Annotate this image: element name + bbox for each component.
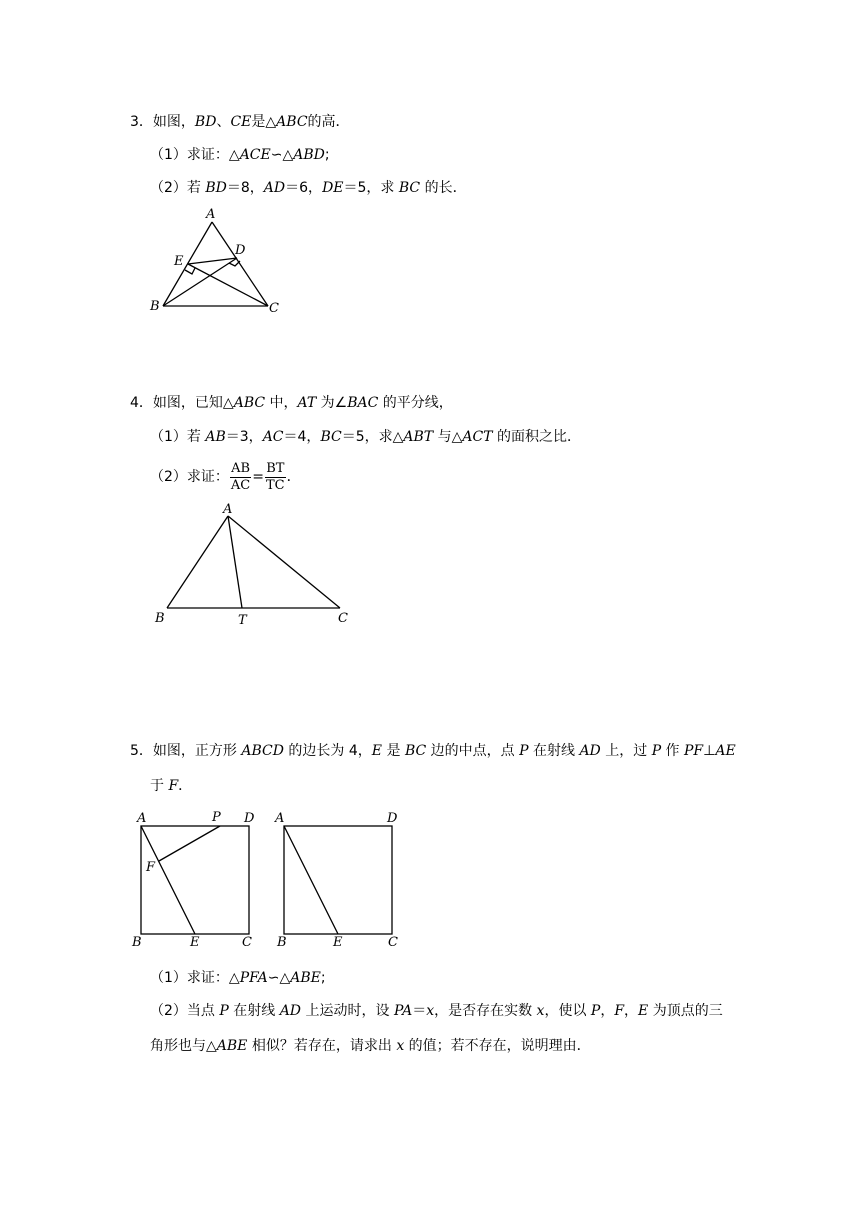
q5-fig1-label-a: A — [137, 811, 147, 826]
q4-label-t: T — [238, 613, 247, 628]
q4-stem: 4．如图，已知△ABC 中，AT 为∠BAC 的平分线， — [130, 395, 453, 411]
q5-fig1-label-d: D — [244, 811, 255, 826]
q5-stem-line2: 于 F． — [150, 778, 193, 794]
q5-fig2-square — [284, 826, 392, 934]
q5-fig2-label-a: A — [275, 811, 285, 826]
q5-part2-line1: （2）当点 P 在射线 AD 上运动时，设 PA＝x，是否存在实数 x，使以 P，F，E 为顶点的三 — [150, 1003, 723, 1019]
q4-label-b: B — [155, 611, 165, 626]
q3-label-d: D — [235, 243, 246, 258]
q5-fig2-segment-ae — [284, 826, 338, 934]
q5-fig1-label-c: C — [242, 935, 252, 950]
q5-fig1-square — [141, 826, 249, 934]
q4-label-a: A — [223, 502, 233, 517]
q3-label-e: E — [174, 254, 184, 269]
q3-label-c: C — [269, 301, 279, 316]
q4-fraction-ab-ac: $\frac{AB}{AC}$ — [230, 460, 251, 493]
q5-fig2-label-e: E — [333, 935, 343, 950]
q3-label-a: A — [206, 207, 216, 222]
q3-part1: （1）求证：△ACE∽△ABD; — [150, 147, 330, 163]
q5-number: 5． — [130, 743, 153, 759]
q5-fig2-label-c: C — [388, 935, 398, 950]
q5-fig1-label-b: B — [132, 935, 142, 950]
q5-fig1-label-f: F — [146, 860, 156, 875]
q3-number: 3． — [130, 114, 153, 130]
q5-fig2-label-b: B — [277, 935, 287, 950]
q5-fig2-label-d: D — [387, 811, 398, 826]
q3-stem: 3．如图，BD、CE是△ABC的高． — [130, 114, 350, 130]
q5-fig1-label-p: P — [212, 810, 221, 825]
q5-part1: （1）求证：△PFA∽△ABE; — [150, 970, 326, 986]
q4-fraction-bt-tc: $\frac{BT}{TC}$ — [266, 460, 285, 493]
q4-part2: （2）求证： $\frac{AB}{AC}$ = $\frac{BT}{TC}$ ． — [150, 460, 301, 493]
q3-part2: （2）若 BD＝8，AD＝6，DE＝5，求 BC 的长． — [150, 180, 467, 196]
q5-fig1-label-e: E — [190, 935, 200, 950]
q5-fig1-segment-pf — [159, 826, 220, 861]
q5-stem-line1: 5．如图，正方形 ABCD 的边长为 4，E 是 BC 边的中点，点 P 在射线 AD 上，过 P 作 PF⊥AE — [130, 743, 736, 759]
q5-fig1-segment-ae — [141, 826, 195, 934]
q4-part1: （1）若 AB＝3，AC＝4，BC＝5，求△ABT 与△ACT 的面积之比． — [150, 429, 581, 445]
q4-number: 4． — [130, 395, 153, 411]
q3-label-b: B — [150, 299, 160, 314]
q4-label-c: C — [338, 611, 348, 626]
q5-part2-line2: 角形也与△ABE 相似？若存在，请求出 x 的值；若不存在，说明理由． — [150, 1038, 591, 1054]
